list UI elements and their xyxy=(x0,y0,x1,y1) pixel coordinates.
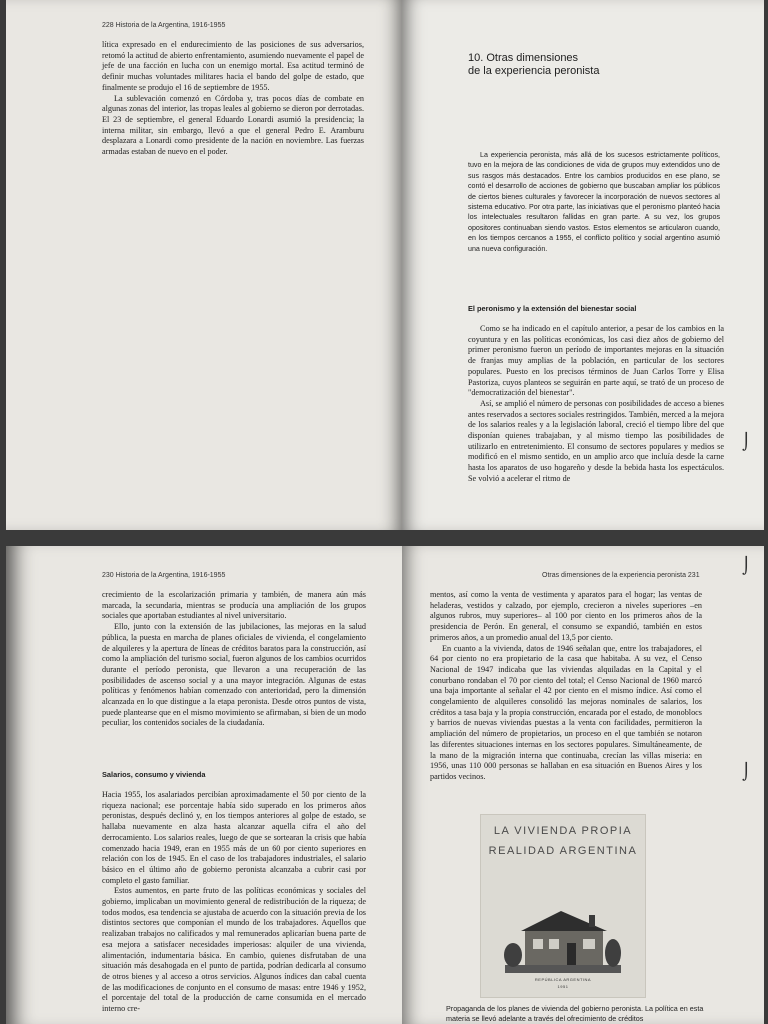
margin-mark: ⌡ xyxy=(742,556,751,575)
housing-poster-figure xyxy=(480,814,646,998)
page-body-bottom xyxy=(102,790,366,1015)
page-body-top xyxy=(102,590,366,729)
tree xyxy=(504,943,522,967)
page-body xyxy=(468,324,724,485)
poster-footer: REPÚBLICA ARGENTINA xyxy=(534,977,592,982)
page-228 xyxy=(6,0,402,530)
paragraph: Hacia 1955, los asalariados percibían aproximadamente el 50 por ciento de la riqueza nacional; ese porcentaje había sido superado en los primeros años peronistas, después declinó y, en los tiempos anteriores al golpe de estado, se hallaba nuevamente en alza hasta alcanzar aquella cifra el año del derrocamiento. Los salarios reales, luego de que se sortearan la crisis que había comenzado hacia 1949, eran en 1955 más de un 60 por ciento superiores en relación con los de 1945. En el caso de los trabajadores industriales, el salario básico en el último año de gobierno peronista alcanzaba a cubrir casi por completo el gasto familiar. xyxy=(102,790,366,885)
chapter-title xyxy=(468,52,728,78)
running-head: 228 Historia de la Argentina, 1916-1955 xyxy=(102,22,226,29)
page-body xyxy=(430,590,702,783)
running-head: 230 Historia de la Argentina, 1916-1955 xyxy=(102,572,226,579)
running-head: Otras dimensiones de la experiencia peronista 231 xyxy=(542,572,700,579)
paragraph: crecimiento de la escolarización primaria y también, de manera aún más marcada, la secundaria, mientras se producía una ampliación de los grupos sociales que aportaban estudiantes al nivel universitario. xyxy=(102,590,366,621)
margin-mark: ⌡ xyxy=(742,432,751,451)
paragraph: Ello, junto con la extensión de las jubilaciones, las mejoras en la salud pública, la puesta en marcha de planes oficiales de vivienda, el congelamiento de alquileres y la apertura de líneas de créditos baratos para la construcción, así como la ampliación del turismo social, fueron algunos de los cambios ocurridos durante el período peronista, que llevaron a una recuperación de las posibilidades de ascenso social y a una mayor integración. Algunas de estas políticas y fenómenos habían comenzado con anterioridad, pero la dimensión alcanzada en lo que distingue a la etapa peronista. Desde otros puntos de vista, puede plantearse que en el mismo movimiento se afirmaban, si bien de un modo peculiar, los contenidos sociales de la ciudadanía. xyxy=(102,622,366,728)
house-window xyxy=(583,939,595,949)
margin-mark: ⌡ xyxy=(742,762,751,781)
poster-footer: 1951 xyxy=(557,984,569,989)
ground-shadow xyxy=(505,965,621,973)
chimney xyxy=(589,915,595,927)
chapter-title-line: de la experiencia peronista xyxy=(468,65,600,77)
house-window xyxy=(549,939,559,949)
poster-headline: REALIDAD ARGENTINA xyxy=(488,845,638,857)
paragraph: Como se ha indicado en el capítulo anterior, a pesar de los cambios en la coyuntura y en las políticas económicas, los casi diez años de gobierno del primer peronismo fueron un período de importantes mejoras en la situación de franjas muy amplias de la población, en particular de los sectores populares. Puesto en los precisos términos de Juan Carlos Torre y Elisa Pastoriza, cuyos planteos se seguirán en parte aquí, se trató de un proceso de "democratización del bienestar". xyxy=(468,324,724,398)
house-door xyxy=(567,943,576,965)
paragraph: La sublevación comenzó en Córdoba y, tras pocos días de combate en algunas zonas del interior, las tropas leales al gobierno se dieron por derrotadas. El 23 de septiembre, el general Eduardo Lonardi asumió la presidencia; la interna militar, sin embargo, llevó a que el general Pedro E. Aramburu desplazara a Lonardi como presidente de la nación en noviembre. Las fuerzas armadas estaban de nuevo en el poder. xyxy=(102,93,364,157)
chapter-title-line: 10. Otras dimensiones xyxy=(468,52,579,64)
paragraph: Estos aumentos, en parte fruto de las políticas económicas y sociales del gobierno, implicaban un movimiento general de redistribución de la riqueza; de todos modos, esa tendencia se ajustaba de acuerdo con la situación previa de los distintos sectores que componían el mundo de los trabajadores. Aquellos que realizaban trabajos no calificados y mal remunerados aplicarían buena parte de esa mejora a satisfacer necesidades imperiosas: alquiler de una vivienda, alimentación, indumentaria básica. En cambio, quienes disfrutaban de una situación más desahogada en el punto de partida, podrían dedicarla al consumo de otros bienes y al acceso a otros servicios. Algunos índices dan cabal cuenta de las modificaciones de conjunto en el consumo de masas: entre 1946 y 1952, el porcentaje del total de la producción de carne consumida en el mercado interno cre- xyxy=(102,886,366,1014)
figure-caption: Propaganda de los planes de vivienda del gobierno peronista. La política en esta materia se llevó adelante a través del ofrecimiento de créditos xyxy=(446,1004,704,1023)
paragraph: mentos, así como la venta de vestimenta y aparatos para el hogar; las ventas de heladeras, vestidos y calzado, por ejemplo, crecieron a niveles superiores –en algunos rubros, muy superiores– al 100 por ciento en los primeros años de la presidencia de Perón. En general, el consumo se expandió, también en estos primeros años, a un promedio anual del 13,5 por ciento. xyxy=(430,590,702,642)
abstract-text: La experiencia peronista, más allá de los sucesos estrictamente políticos, tuvo en la mejora de las condiciones de vida de grupos muy extendidos uno de sus rasgos más destacados. Entre los cambios producidos en ese plano, se contó el desarrollo de acciones de gobierno que buscaban ampliar los públicos de ciertos bienes culturales y favorecer la incorporación de nuevos sectores al sistema educativo. Por otra parte, las iniciativas que el peronismo planteó hacia los intelectuales resultaron fallidas en gran parte. A su vez, los grupos opositores continuaban siendo vastos. Estos elementos se articularon cuando, en los tiempos cercanos a 1955, el conflicto político y social argentino asumió una nueva configuración. xyxy=(468,151,720,253)
paragraph: En cuanto a la vivienda, datos de 1946 señalan que, entre los trabajadores, el 64 por ciento no era propietario de la casa que habitaba. A su vez, el Censo Nacional de 1947 indicaba que las viviendas alquiladas en la Capital y el conurbano rondaban el 70 por ciento del total; el Censo Nacional de 1960 marcó una baja importante al señalar el 42 por ciento en el mismo índice. Así como el congelamiento de alquileres consolidó las mejoras nominales de salarios, los créditos a tasa baja y la propia construcción, encarada por el estado, de monoblocs y barrios de nuevas viviendas puestas a la venta con facilidades, permitieron la ampliación del número de propietarios, un proceso en el que también se notaron las diferentes situaciones internas en los sectores populares. Simultáneamente, de la mano de la migración interna que continuaba, crecían las villas miseria: en 1956, unas 110 000 personas se hallaban en esa situación en Buenos Aires y los partidos vecinos. xyxy=(430,643,702,781)
house-window xyxy=(533,939,543,949)
house-illustration xyxy=(503,901,623,975)
tree xyxy=(605,939,621,967)
section-heading: El peronismo y la extensión del bienestar social xyxy=(468,304,637,313)
poster-headline: LA VIVIENDA PROPIA xyxy=(493,825,633,837)
paragraph: lítica expresado en el endurecimiento de las posiciones de sus adversarios, retomó la actitud de abierto enfrentamiento, asumiendo nuevamente el papel de jefe de una facción en lucha con un enemigo mortal. Esa actitud terminó de definir muchas voluntades militares hacia el bando del golpe de estado, que finalmente se produjo el 16 de septiembre de 1955. xyxy=(102,40,364,92)
page-230 xyxy=(6,546,402,1024)
page-231 xyxy=(402,546,764,1024)
page-229 xyxy=(402,0,764,530)
chapter-abstract xyxy=(468,150,720,254)
page-body xyxy=(102,40,364,158)
section-heading: Salarios, consumo y vivienda xyxy=(102,770,206,779)
paragraph: Así, se amplió el número de personas con posibilidades de acceso a bienes antes reservados a sectores sociales restringidos. También, merced a la mejora de los salarios reales y a la legislación laboral, creció el tiempo libre del que disponían quienes trabajaban, y al mismo tiempo las posibilidades de utilizarlo en entretenimiento. El consumo de sectores populares y medios se modificó en el mismo sentido, en un amplio arco que incluía desde la carne hasta los aparatos de uso hogareño y desde la bebida hasta los espectáculos. Se volvió a acelerar el ritmo de xyxy=(468,398,724,483)
